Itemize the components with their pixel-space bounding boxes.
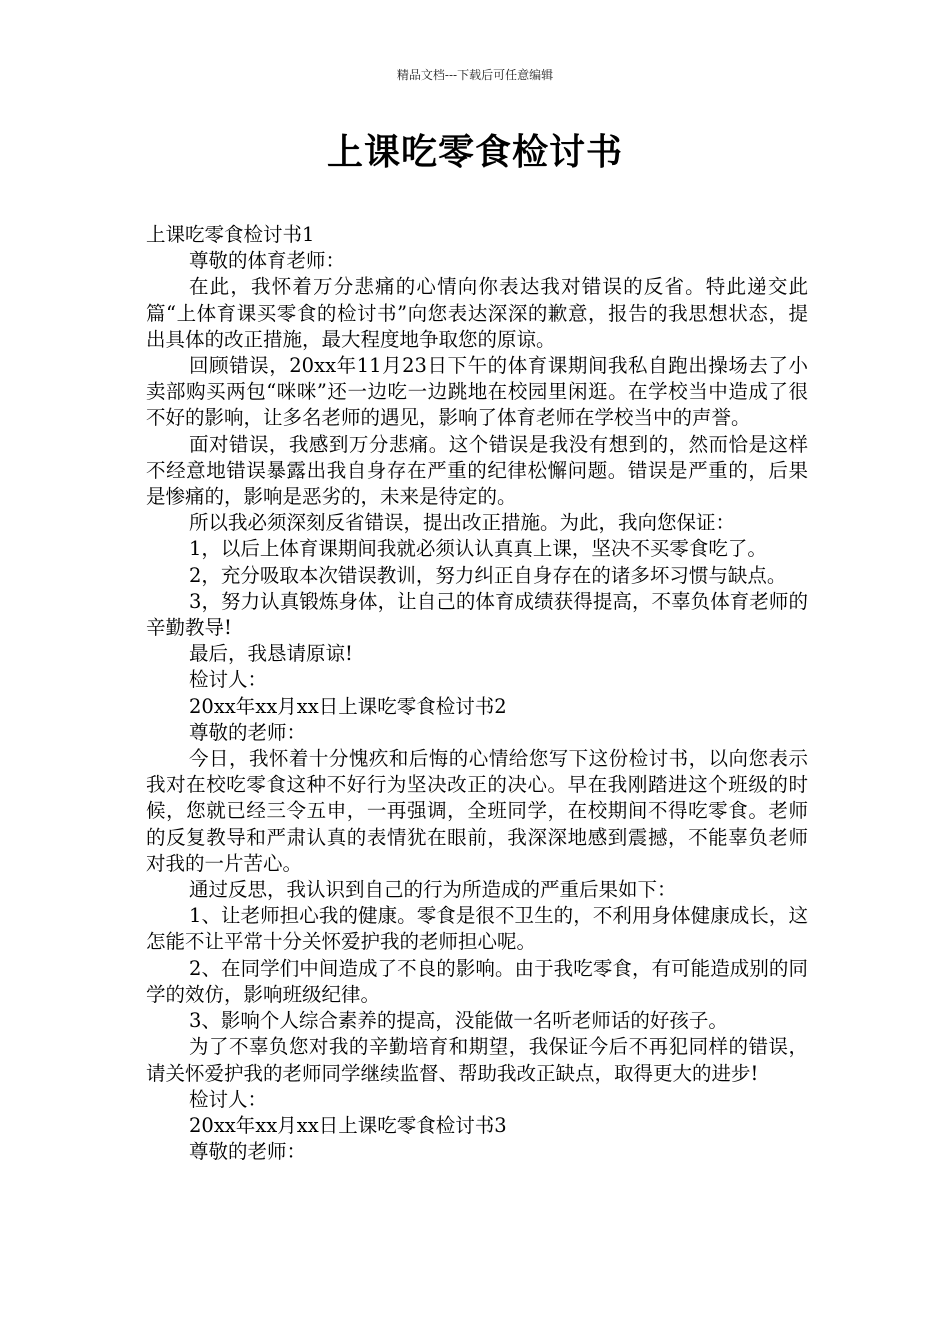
paragraph: 尊敬的老师： (189, 720, 307, 744)
paragraph: 1，以后上体育课期间我就必须认认真真上课，坚决不买零食吃了。 (189, 537, 767, 561)
paragraph: 20xx年xx月xx日上课吃零食检讨书3 (189, 1113, 507, 1137)
paragraph: 1、让老师担心我的健康。零食是很不卫生的，不利用身体健康成长，这怎能不让平常十分关怀爱护我的老师担心呢。 (146, 904, 808, 954)
paragraph: 检讨人： (189, 668, 268, 692)
paragraph: 2，充分吸取本次错误教训，努力纠正自身存在的诸多坏习惯与缺点。 (189, 563, 787, 587)
paragraph: 今日，我怀着十分愧疚和后悔的心情给您写下这份检讨书，以向您表示我对在校吃零食这种不好行为坚决改正的决心。早在我刚踏进这个班级的时候，您就已经三令五申，一再强调，全班同学，在校期间不得吃零食。老师的反复教导和严肃认真的表情犹在眼前，我深深地感到震撼，不能辜负老师对我的一片苦心。 (146, 747, 808, 875)
paragraph: 通过反思，我认识到自己的行为所造成的严重后果如下： (189, 878, 677, 902)
paragraph: 为了不辜负您对我的辛勤培育和期望，我保证今后不再犯同样的错误，请关怀爱护我的老师同学继续监督、帮助我改正缺点，取得更大的进步! (146, 1035, 808, 1085)
paragraph: 3、影响个人综合素养的提高，没能做一名听老师话的好孩子。 (189, 1009, 728, 1033)
page-header: 精品文档---下载后可任意编辑 (396, 68, 554, 82)
paragraph: 尊敬的体育老师： (189, 249, 346, 273)
paragraph: 20xx年xx月xx日上课吃零食检讨书2 (189, 694, 507, 718)
paragraph: 面对错误，我感到万分悲痛。这个错误是我没有想到的，然而恰是这样不经意地错误暴露出我自身存在严重的纪律松懈问题。错误是严重的，后果是惨痛的，影响是恶劣的，未来是待定的。 (146, 432, 808, 509)
paragraph: 在此，我怀着万分悲痛的心情向你表达我对错误的反省。特此递交此篇“上体育课买零食的检讨书”向您表达深深的歉意，报告的我思想状态，提出具体的改正措施，最大程度地争取您的原谅。 (146, 275, 808, 351)
document-title: 上课吃零食检讨书 (326, 132, 623, 173)
paragraph: 所以我必须深刻反省错误，提出改正措施。为此，我向您保证： (189, 511, 736, 535)
paragraph: 3，努力认真锻炼身体，让自己的体育成绩获得提高，不辜负体育老师的辛勤教导! (146, 589, 808, 640)
paragraph: 尊敬的老师： (189, 1140, 307, 1164)
paragraph: 上课吃零食检讨书1 (146, 223, 315, 246)
document-body (146, 222, 808, 1165)
paragraph: 回顾错误，20xx年11月23日下午的体育课期间我私自跑出操场去了小卖部购买两包“咪咪”还一边吃一边跳地在校园里闲逛。在学校当中造成了很不好的影响，让多名老师的遇见，影响了体育老师在学校当中的声誉。 (146, 354, 808, 430)
paragraph: 2、在同学们中间造成了不良的影响。由于我吃零食，有可能造成别的同学的效仿，影响班级纪律。 (146, 956, 808, 1006)
paragraph: 最后，我恳请原谅! (189, 642, 353, 666)
paragraph: 检讨人： (189, 1087, 268, 1111)
